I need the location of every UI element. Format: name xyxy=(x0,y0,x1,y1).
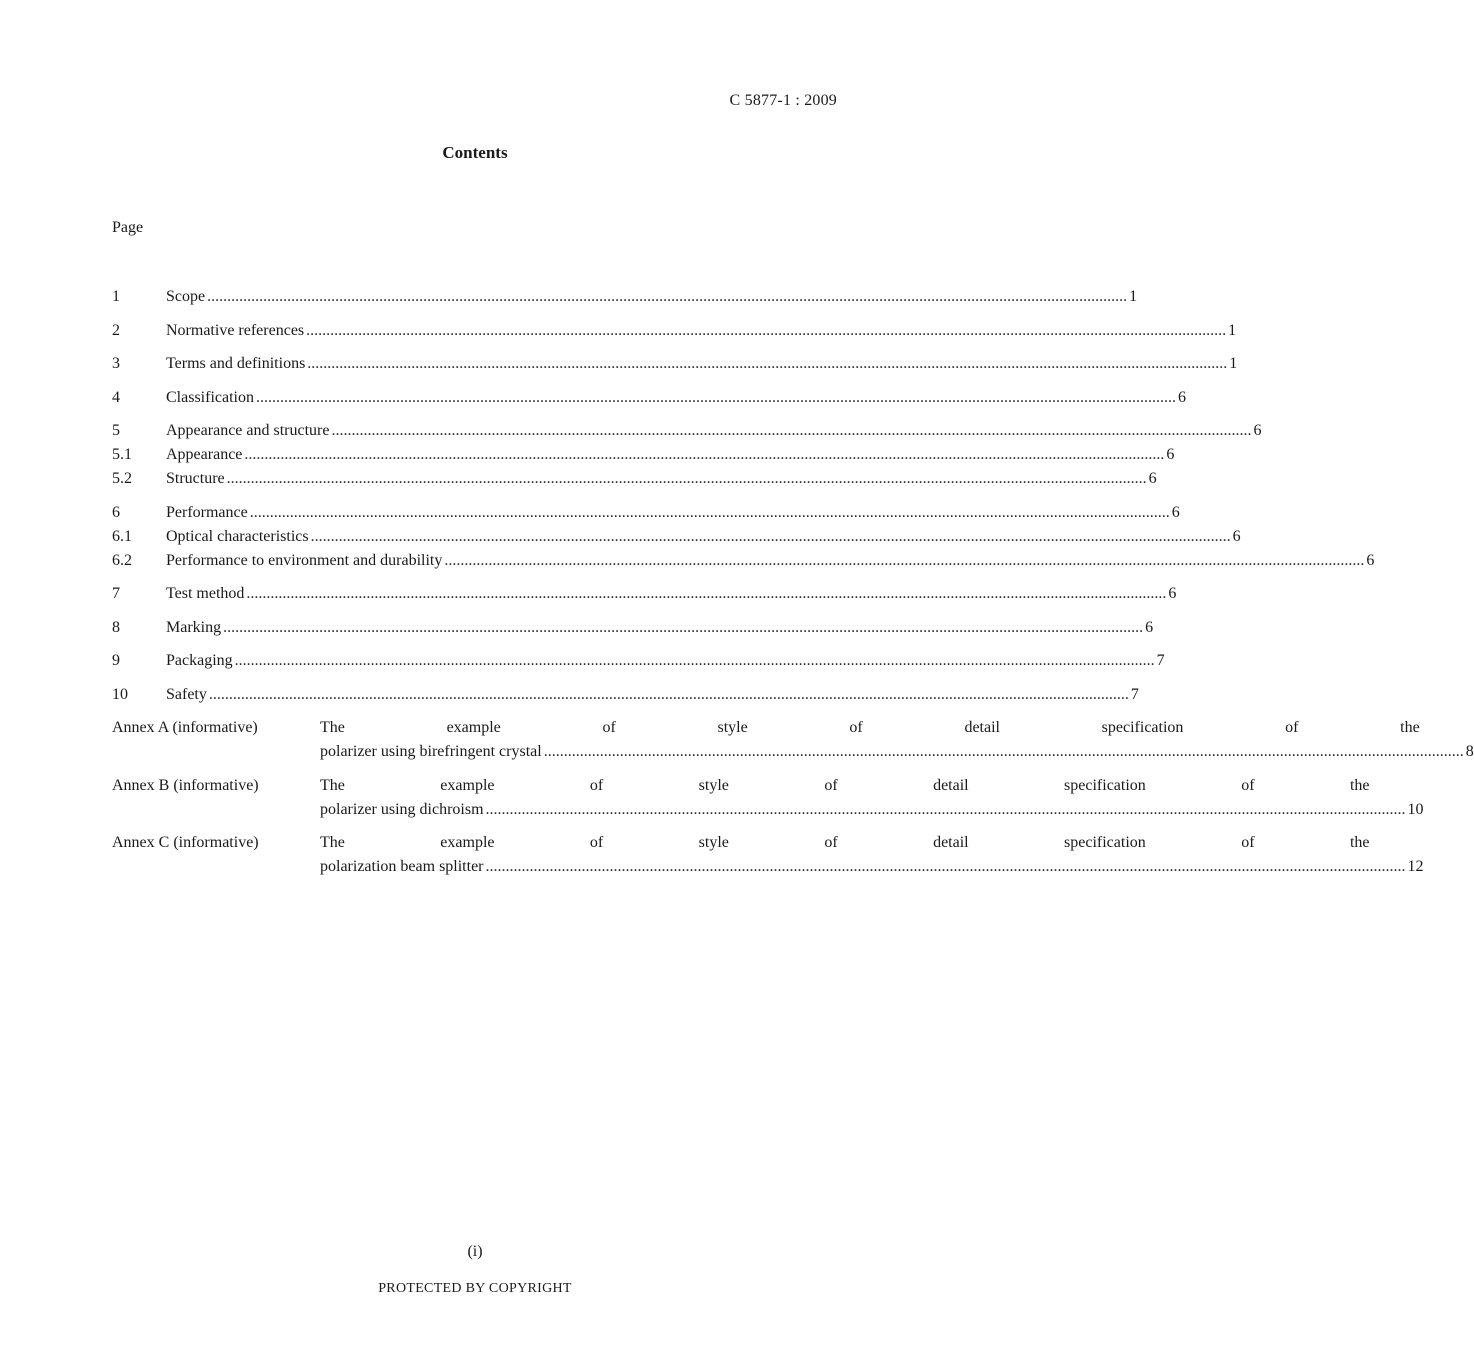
annex-title-line-2: polarizer using birefringent crystal xyxy=(320,743,542,760)
toc-entry-title: Scope xyxy=(166,288,206,305)
annex-label: Annex C (informative) xyxy=(112,834,259,851)
toc-entry-2[interactable] xyxy=(112,319,1237,343)
toc-entry-page: 6 xyxy=(1148,470,1157,487)
toc-entry-number: 1 xyxy=(112,288,120,305)
toc-entry-title: Performance to environment and durability xyxy=(166,551,443,569)
annex-label: Annex B (informative) xyxy=(112,776,259,794)
toc-entry-page: 6 xyxy=(1168,585,1177,602)
toc-entry-title: Optical characteristics xyxy=(166,527,309,545)
annex-title-line-1: The example of style of detail specification of the xyxy=(320,834,1370,851)
dot-leader xyxy=(227,467,1147,491)
toc-entry-page: 6 xyxy=(1253,422,1262,439)
toc-entry-page: 1 xyxy=(1129,288,1138,305)
toc-annex-a[interactable] xyxy=(112,716,1474,764)
toc-entry-page: 1 xyxy=(1229,355,1238,372)
toc-entry-number: 2 xyxy=(112,321,120,339)
dot-leader xyxy=(250,501,1170,525)
toc-entry-number: 8 xyxy=(112,618,120,636)
annex-title-line-2: polarization beam splitter xyxy=(320,858,484,875)
toc-entry-6-1[interactable] xyxy=(112,525,1241,549)
toc-entry-10[interactable] xyxy=(112,683,1139,707)
page-column-label: Page xyxy=(112,219,144,236)
dot-leader xyxy=(311,525,1231,549)
toc-entry-number: 10 xyxy=(112,685,128,703)
dot-leader xyxy=(544,740,1464,764)
dot-leader xyxy=(235,649,1155,673)
toc-entry-4[interactable] xyxy=(112,386,1186,410)
toc-entry-number: 5.2 xyxy=(112,470,132,487)
toc-entry-number: 6.1 xyxy=(112,527,132,545)
dot-leader xyxy=(256,386,1176,410)
toc-entry-5-1[interactable] xyxy=(112,443,1175,467)
toc-entry-page: 6 xyxy=(1145,618,1154,636)
toc-entry-number: 5.1 xyxy=(112,446,132,463)
table-of-contents xyxy=(112,285,1474,879)
toc-entry-3[interactable] xyxy=(112,352,1238,376)
toc-entry-page: 1 xyxy=(1228,321,1237,339)
toc-entry-page: 6 xyxy=(1166,446,1175,463)
toc-entry-title: Structure xyxy=(166,470,225,487)
toc-entry-page: 6 xyxy=(1232,527,1241,545)
toc-entry-number: 9 xyxy=(112,652,120,669)
annex-title-line-1: The example of style of detail specification of the xyxy=(320,719,1420,736)
annex-title-line-1: The example of style of detail specification of the xyxy=(320,776,1370,794)
toc-entry-title: Performance xyxy=(166,503,248,521)
toc-entry-8[interactable] xyxy=(112,616,1154,640)
dot-leader xyxy=(306,319,1226,343)
toc-entry-6[interactable] xyxy=(112,501,1180,525)
annex-page: 8 xyxy=(1465,743,1474,760)
toc-entry-title: Terms and definitions xyxy=(166,355,306,372)
toc-entry-number: 3 xyxy=(112,355,120,372)
toc-entry-title: Test method xyxy=(166,585,245,602)
toc-entry-7[interactable] xyxy=(112,582,1177,606)
page-title: Contents xyxy=(442,143,508,162)
dot-leader xyxy=(444,549,1364,573)
toc-entry-title: Packaging xyxy=(166,652,233,669)
toc-annex-b[interactable] xyxy=(112,774,1424,822)
dot-leader xyxy=(223,616,1143,640)
toc-entry-title: Appearance xyxy=(166,446,243,463)
annex-page: 10 xyxy=(1407,800,1424,818)
toc-entry-number: 6.2 xyxy=(112,551,132,569)
dot-leader xyxy=(486,798,1406,822)
dot-leader xyxy=(331,419,1251,443)
toc-entry-6-2[interactable] xyxy=(112,549,1375,573)
toc-entry-title: Marking xyxy=(166,618,222,636)
document-id: C 5877-1 : 2009 xyxy=(729,92,837,109)
toc-entry-9[interactable] xyxy=(112,649,1165,673)
toc-entry-page: 6 xyxy=(1171,503,1180,521)
copyright-notice: PROTECTED BY COPYRIGHT xyxy=(378,1281,572,1296)
dot-leader xyxy=(307,352,1227,376)
toc-entry-title: Appearance and structure xyxy=(166,422,330,439)
toc-entry-5[interactable] xyxy=(112,419,1262,443)
annex-title-line-2: polarizer using dichroism xyxy=(320,800,484,818)
dot-leader xyxy=(209,683,1129,707)
toc-entry-title: Normative references xyxy=(166,321,305,339)
annex-label: Annex A (informative) xyxy=(112,719,258,736)
toc-entry-page: 7 xyxy=(1156,652,1165,669)
dot-leader xyxy=(246,582,1166,606)
toc-entry-page: 6 xyxy=(1366,551,1375,569)
toc-annex-c[interactable] xyxy=(112,831,1424,879)
toc-entry-number: 4 xyxy=(112,388,120,406)
toc-entry-1[interactable] xyxy=(112,285,1138,309)
page-number: (i) xyxy=(467,1243,483,1260)
toc-entry-number: 5 xyxy=(112,422,120,439)
dot-leader xyxy=(244,443,1164,467)
toc-entry-number: 6 xyxy=(112,503,120,521)
dot-leader xyxy=(486,855,1406,879)
toc-entry-title: Classification xyxy=(166,388,254,406)
toc-entry-title: Safety xyxy=(166,685,207,703)
dot-leader xyxy=(207,285,1127,309)
annex-page: 12 xyxy=(1407,858,1424,875)
toc-entry-5-2[interactable] xyxy=(112,467,1157,491)
toc-entry-page: 6 xyxy=(1177,388,1186,406)
toc-entry-number: 7 xyxy=(112,585,120,602)
toc-entry-page: 7 xyxy=(1130,685,1139,703)
